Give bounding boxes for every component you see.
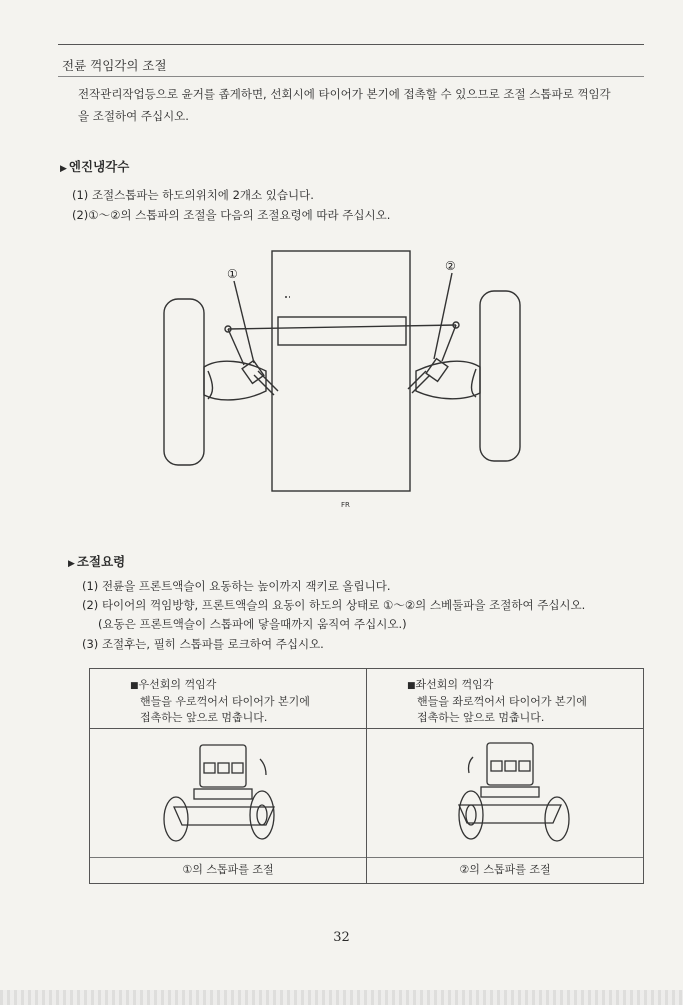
scan-artifact-strip	[0, 990, 683, 1005]
right-turn-caption: ①의 스톱파를 조절	[182, 863, 274, 876]
header-rule-top	[58, 44, 644, 45]
body-crossbar	[278, 317, 406, 345]
section-2-item-3: (3) 조절후는, 필히 스톱파를 로크하여 주십시오.	[82, 637, 324, 651]
right-turn-line-1: 핸들을 우로꺽어서 타이어가 본기에	[140, 695, 310, 708]
right-turn-illustration-cell	[90, 729, 367, 858]
right-turn-tractor-illustration	[90, 729, 366, 853]
header-rule-bottom	[58, 76, 644, 77]
left-turn-cell	[367, 669, 644, 729]
right-turn-caption-cell	[90, 858, 367, 884]
section-2-item-1: (1) 전륜을 프론트액슬이 요동하는 높이까지 잭키로 올립니다.	[82, 579, 391, 593]
right-turn-title: ■우선회의 꺽임각	[130, 678, 217, 691]
section-1-title-text: 엔진냉각수	[68, 159, 130, 174]
section-1-item-2: (2)①～②의 스톱파의 조절을 다음의 조절요령에 따라 주십시오.	[72, 208, 391, 222]
intro-line-2: 을 조절하여 주십시오.	[78, 109, 189, 123]
left-turn-illustration-cell	[367, 729, 644, 858]
right-turn-cell	[90, 669, 367, 729]
left-turn-caption-cell	[367, 858, 644, 884]
left-turn-line-1: 핸들을 좌로꺽어서 타이어가 본기에	[417, 695, 587, 708]
section-1-item-1: (1) 조절스톱파는 하도의위치에 2개소 있습니다.	[72, 188, 314, 202]
left-tire	[164, 299, 204, 465]
left-turn-caption: ②의 스톱파를 조절	[459, 863, 551, 876]
tie-rod	[228, 325, 456, 329]
intro-line-1: 전작관리작업등으로 윤거를 좁게하면, 선회시에 타이어가 본기에 접촉할 수 있으므로 조절 스톱파로 꺽임각	[78, 87, 611, 101]
diagram-label-2: ②	[445, 259, 456, 273]
square-bullet-icon: ■	[407, 681, 416, 691]
left-turn-title: ■좌선회의 꺽임각	[407, 678, 494, 691]
section-2-title-text: 조절요령	[76, 554, 126, 569]
steering-angle-table	[89, 668, 644, 884]
page-number: 32	[333, 930, 350, 945]
triangle-bullet-icon: ▶	[68, 559, 75, 569]
stopper-bolt-2	[408, 359, 448, 393]
tractor-front-axle-diagram	[150, 245, 530, 515]
square-bullet-icon: ■	[130, 681, 139, 691]
triangle-bullet-icon: ▶	[60, 164, 67, 174]
section-2-item-2-note: (요동은 프론트액슬이 스톱파에 닿을때까지 움직여 주십시오.)	[98, 617, 407, 631]
section-1-title	[60, 157, 129, 175]
right-tire	[480, 291, 520, 461]
diagram-label-1: ①	[227, 267, 238, 281]
left-turn-tractor-illustration	[367, 729, 643, 853]
diagram-small-mark: FR	[341, 501, 350, 509]
left-turn-line-2: 접촉하는 앞으로 멈춥니다.	[417, 711, 545, 724]
page-title: 전륜 꺽임각의 조절	[62, 58, 167, 73]
section-2-title	[68, 552, 125, 570]
tractor-body	[272, 251, 410, 491]
section-2-item-2: (2) 타이어의 꺽임방향, 프론트액슬의 요동이 하도의 상태로 ①～②의 스베둘파을 조절하여 주십시오.	[82, 598, 586, 612]
right-turn-line-2: 접촉하는 앞으로 멈춥니다.	[140, 711, 268, 724]
